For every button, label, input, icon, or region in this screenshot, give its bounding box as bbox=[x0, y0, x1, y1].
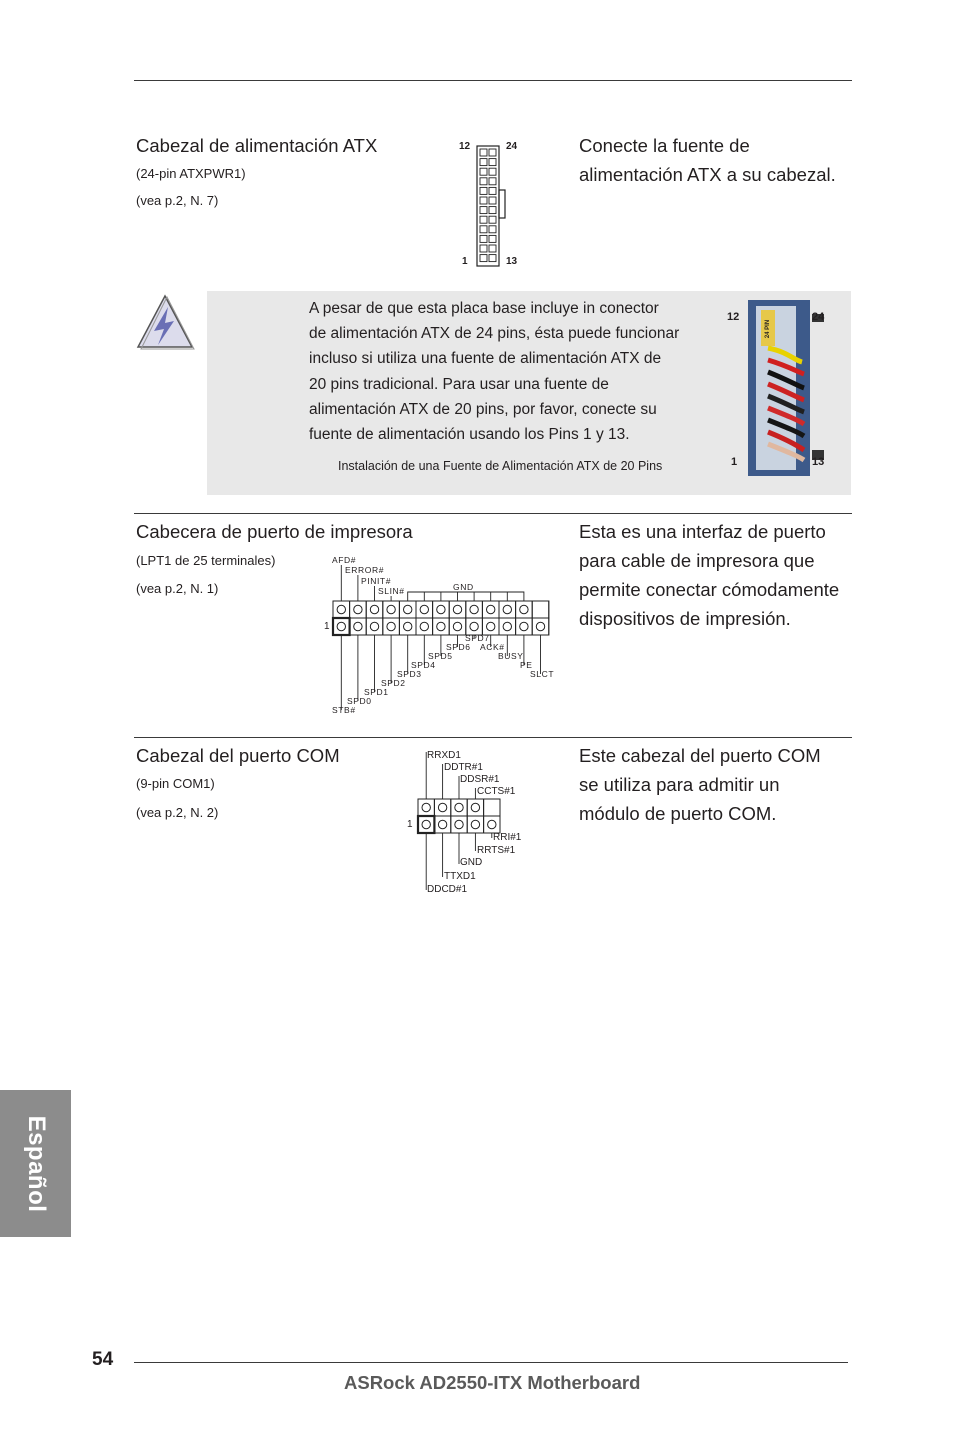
lpt-label-slct: SLCT bbox=[530, 669, 555, 679]
atx-pin bbox=[489, 149, 496, 156]
lpt-pin bbox=[420, 605, 428, 613]
atx-pin bbox=[480, 149, 487, 156]
com-pin-cell bbox=[451, 799, 467, 816]
lpt-reference: (vea p.2, N. 1) bbox=[136, 581, 219, 596]
top-rule bbox=[134, 80, 852, 81]
com-pin-cell bbox=[434, 799, 450, 816]
lpt-pin bbox=[420, 622, 428, 630]
lpt-pin-cell bbox=[449, 601, 466, 618]
com-pin bbox=[455, 803, 463, 811]
lpt-pin bbox=[453, 605, 461, 613]
lpt-pin bbox=[503, 622, 511, 630]
lpt-pin-cell bbox=[416, 618, 433, 635]
lpt-pin-cell bbox=[416, 601, 433, 618]
atx-photo bbox=[728, 300, 828, 476]
atx-connector-diagram bbox=[455, 138, 535, 270]
atx-pin bbox=[489, 187, 496, 194]
atx-pin bbox=[489, 159, 496, 166]
atx-description-line-1: Conecte la fuente de bbox=[579, 135, 750, 156]
lpt-label-ack: ACK# bbox=[480, 642, 505, 652]
lpt-pin-cell bbox=[433, 601, 450, 618]
lpt-pin bbox=[404, 622, 412, 630]
note-line-4: 20 pins tradicional. Para usar una fuente de bbox=[309, 375, 609, 393]
lpt-pin1-label: 1 bbox=[324, 621, 330, 632]
atx-pin bbox=[480, 187, 487, 194]
atx-pin-count: (24-pin ATXPWR1) bbox=[136, 166, 246, 181]
com-label-ddsr1: DDSR#1 bbox=[460, 774, 500, 785]
atx-pin bbox=[480, 159, 487, 166]
lpt-pin bbox=[404, 605, 412, 613]
lpt-header-svg bbox=[320, 553, 560, 718]
com-pin bbox=[422, 803, 430, 811]
atx-description-line-2: alimentación ATX a su cabezal. bbox=[579, 164, 836, 185]
footer-title: ASRock AD2550-ITX Motherboard bbox=[344, 1372, 641, 1393]
com-pin1-marker bbox=[418, 816, 434, 833]
lpt-label-spd4: SPD4 bbox=[411, 660, 436, 670]
lpt-pin-cell bbox=[366, 618, 383, 635]
com-pin bbox=[488, 820, 496, 828]
lpt-pin-cell bbox=[499, 618, 516, 635]
atx-pin bbox=[480, 226, 487, 233]
com-label-ccts1: CCTS#1 bbox=[477, 786, 516, 797]
lpt-pin bbox=[453, 622, 461, 630]
com-pin bbox=[471, 820, 479, 828]
atx-pin bbox=[489, 255, 496, 262]
com-pin-cell bbox=[434, 816, 450, 833]
com-label-rrxd1: RRXD1 bbox=[427, 750, 461, 761]
com-label-rri1: RRI#1 bbox=[493, 832, 522, 843]
com-pin-cell bbox=[418, 799, 434, 816]
com-pin-cell bbox=[451, 816, 467, 833]
lpt-pin-cell bbox=[532, 618, 549, 635]
atx-pin-label-12: 12 bbox=[459, 141, 471, 152]
com-header-diagram bbox=[404, 748, 534, 898]
lpt-description-line-1: Esta es una interfaz de puerto bbox=[579, 521, 826, 542]
lpt-label-error: ERROR# bbox=[345, 565, 385, 575]
lpt-label-spd7: SPD7 bbox=[465, 633, 490, 643]
lpt-pin-cell bbox=[333, 601, 350, 618]
note-line-5: alimentación ATX de 20 pins, por favor, conecte su bbox=[309, 400, 657, 418]
com-pin bbox=[438, 803, 446, 811]
section-rule-lpt bbox=[134, 513, 852, 514]
atx-photo-svg bbox=[728, 300, 828, 476]
atx-pin bbox=[489, 245, 496, 252]
atx-pin bbox=[489, 235, 496, 242]
com-pin-cell bbox=[418, 816, 434, 833]
lpt-pin bbox=[370, 605, 378, 613]
lpt-pin bbox=[520, 605, 528, 613]
lpt-pin bbox=[536, 622, 544, 630]
com-reference: (vea p.2, N. 2) bbox=[136, 805, 219, 820]
atx-pin-label-24: 24 bbox=[506, 141, 518, 152]
atx-connector-svg bbox=[455, 138, 535, 270]
atx-pin bbox=[480, 168, 487, 175]
warning-triangle-svg bbox=[134, 293, 196, 351]
lpt-pin-cell bbox=[333, 618, 350, 635]
com-pin-count: (9-pin COM1) bbox=[136, 776, 215, 791]
lpt-label-afd: AFD# bbox=[332, 555, 357, 565]
language-side-tab bbox=[0, 1090, 71, 1237]
page-number: 54 bbox=[92, 1349, 114, 1370]
lpt-gnd-bus bbox=[408, 592, 524, 601]
note-caption: Instalación de una Fuente de Alimentación ATX de 20 Pins bbox=[338, 459, 663, 473]
com-pin-cell bbox=[467, 799, 483, 816]
atx-reference: (vea p.2, N. 7) bbox=[136, 193, 219, 208]
lpt-description-line-3: permite conectar cómodamente bbox=[579, 579, 840, 600]
atx-pin bbox=[489, 197, 496, 204]
atx-pin bbox=[489, 207, 496, 214]
lpt-label-spd0: SPD0 bbox=[347, 696, 372, 706]
lpt-pin1-marker bbox=[333, 618, 350, 635]
lpt-pin bbox=[337, 605, 345, 613]
lpt-label-spd1: SPD1 bbox=[364, 687, 389, 697]
lpt-label-spd2: SPD2 bbox=[381, 678, 406, 688]
com-description-line-2: se utiliza para admitir un bbox=[579, 774, 780, 795]
lpt-label-pe: PE bbox=[520, 660, 533, 670]
com-pin-cell bbox=[467, 816, 483, 833]
atx-pin-label-1: 1 bbox=[462, 256, 468, 267]
lpt-pin-cell bbox=[366, 601, 383, 618]
com-label-rrts1: RRTS#1 bbox=[477, 845, 516, 856]
lpt-pin-cell bbox=[516, 601, 533, 618]
note-line-6: fuente de alimentación usando los Pins 1 y 13. bbox=[309, 426, 630, 444]
lpt-pin bbox=[470, 622, 478, 630]
lpt-pin-cell bbox=[350, 601, 367, 618]
atx-pin bbox=[489, 178, 496, 185]
lpt-label-slin: SLIN# bbox=[378, 586, 405, 596]
atx-pin bbox=[489, 226, 496, 233]
lpt-label-spd6: SPD6 bbox=[446, 642, 471, 652]
com-pin1-label: 1 bbox=[407, 819, 413, 830]
atx-pin bbox=[480, 178, 487, 185]
warning-icon bbox=[134, 293, 196, 351]
lpt-label-gnd: GND bbox=[453, 582, 474, 592]
atx-pin bbox=[480, 245, 487, 252]
lpt-description-line-4: dispositivos de impresión. bbox=[579, 608, 791, 629]
atx-pin bbox=[480, 255, 487, 262]
photo-pin-label-12: 12 bbox=[727, 311, 740, 323]
lpt-pin bbox=[437, 605, 445, 613]
lpt-pin bbox=[337, 622, 345, 630]
lpt-header-diagram bbox=[320, 553, 560, 718]
photo-connector-label: 24 PIN bbox=[765, 319, 772, 339]
lpt-pin-cell bbox=[532, 601, 549, 618]
lpt-pin-cell bbox=[350, 618, 367, 635]
lpt-pin-cell bbox=[516, 618, 533, 635]
lpt-pin-count: (LPT1 de 25 terminales) bbox=[136, 553, 276, 568]
lpt-pin-cell bbox=[383, 601, 400, 618]
com-pin bbox=[422, 820, 430, 828]
atx-pin-label-13: 13 bbox=[506, 256, 518, 267]
com-description-line-1: Este cabezal del puerto COM bbox=[579, 745, 821, 766]
lpt-label-stb: STB# bbox=[332, 705, 356, 715]
note-line-3: incluso si utiliza una fuente de alimentación ATX de bbox=[309, 350, 662, 368]
note-line-2: de alimentación ATX de 24 pins, ésta puede funcionar bbox=[309, 325, 680, 343]
atx-pin bbox=[489, 168, 496, 175]
lpt-title: Cabecera de puerto de impresora bbox=[136, 521, 413, 542]
lpt-pin bbox=[354, 622, 362, 630]
com-pin bbox=[438, 820, 446, 828]
lpt-pin bbox=[487, 622, 495, 630]
lpt-label-spd5: SPD5 bbox=[428, 651, 453, 661]
lpt-pin bbox=[520, 622, 528, 630]
com-description-line-3: módulo de puerto COM. bbox=[579, 803, 777, 824]
lpt-pin bbox=[370, 622, 378, 630]
lpt-pin-cell bbox=[383, 618, 400, 635]
com-label-gnd: GND bbox=[460, 857, 483, 868]
com-label-ddcd1: DDCD#1 bbox=[427, 884, 468, 895]
com-description bbox=[579, 741, 821, 828]
lpt-pin-cell bbox=[466, 601, 483, 618]
lpt-pin bbox=[354, 605, 362, 613]
lpt-description-line-2: para cable de impresora que bbox=[579, 550, 815, 571]
lpt-pin-cell bbox=[499, 601, 516, 618]
com-pin bbox=[471, 803, 479, 811]
lpt-pin bbox=[503, 605, 511, 613]
lpt-pin-cell bbox=[399, 601, 416, 618]
lpt-label-busy: BUSY bbox=[498, 651, 524, 661]
com-pin-cell bbox=[484, 816, 500, 833]
lpt-pin bbox=[437, 622, 445, 630]
lpt-pin-cell bbox=[449, 618, 466, 635]
language-side-tab-label: Español bbox=[22, 1115, 50, 1212]
atx-pin bbox=[480, 207, 487, 214]
atx-pin bbox=[480, 235, 487, 242]
note-text bbox=[309, 296, 729, 447]
lpt-label-pinit: PINIT# bbox=[361, 576, 392, 586]
com-label-ddtr1: DDTR#1 bbox=[444, 762, 483, 773]
atx-pin bbox=[489, 216, 496, 223]
lpt-pin bbox=[387, 622, 395, 630]
com-pin-cell bbox=[484, 799, 500, 816]
lpt-pin bbox=[470, 605, 478, 613]
photo-pin-label-24: 24 bbox=[812, 311, 825, 323]
atx-title: Cabezal de alimentación ATX bbox=[136, 135, 378, 156]
lpt-pin-cell bbox=[482, 601, 499, 618]
lpt-pin-cell bbox=[399, 618, 416, 635]
note-line-1: A pesar de que esta placa base incluye in conector bbox=[309, 300, 659, 317]
lpt-pin-cell bbox=[433, 618, 450, 635]
lpt-label-spd3: SPD3 bbox=[397, 669, 422, 679]
footer-rule bbox=[134, 1362, 848, 1363]
section-rule-com bbox=[134, 737, 852, 738]
lpt-pin bbox=[487, 605, 495, 613]
atx-pin bbox=[480, 197, 487, 204]
photo-pin-label-1: 1 bbox=[731, 456, 738, 468]
com-title: Cabezal del puerto COM bbox=[136, 745, 340, 766]
note-box bbox=[207, 291, 851, 495]
lpt-pin bbox=[387, 605, 395, 613]
com-label-ttxd1: TTXD1 bbox=[444, 871, 476, 882]
photo-pin-label-13: 13 bbox=[812, 456, 825, 468]
com-pin bbox=[455, 820, 463, 828]
lpt-description bbox=[579, 517, 839, 633]
atx-pin bbox=[480, 216, 487, 223]
